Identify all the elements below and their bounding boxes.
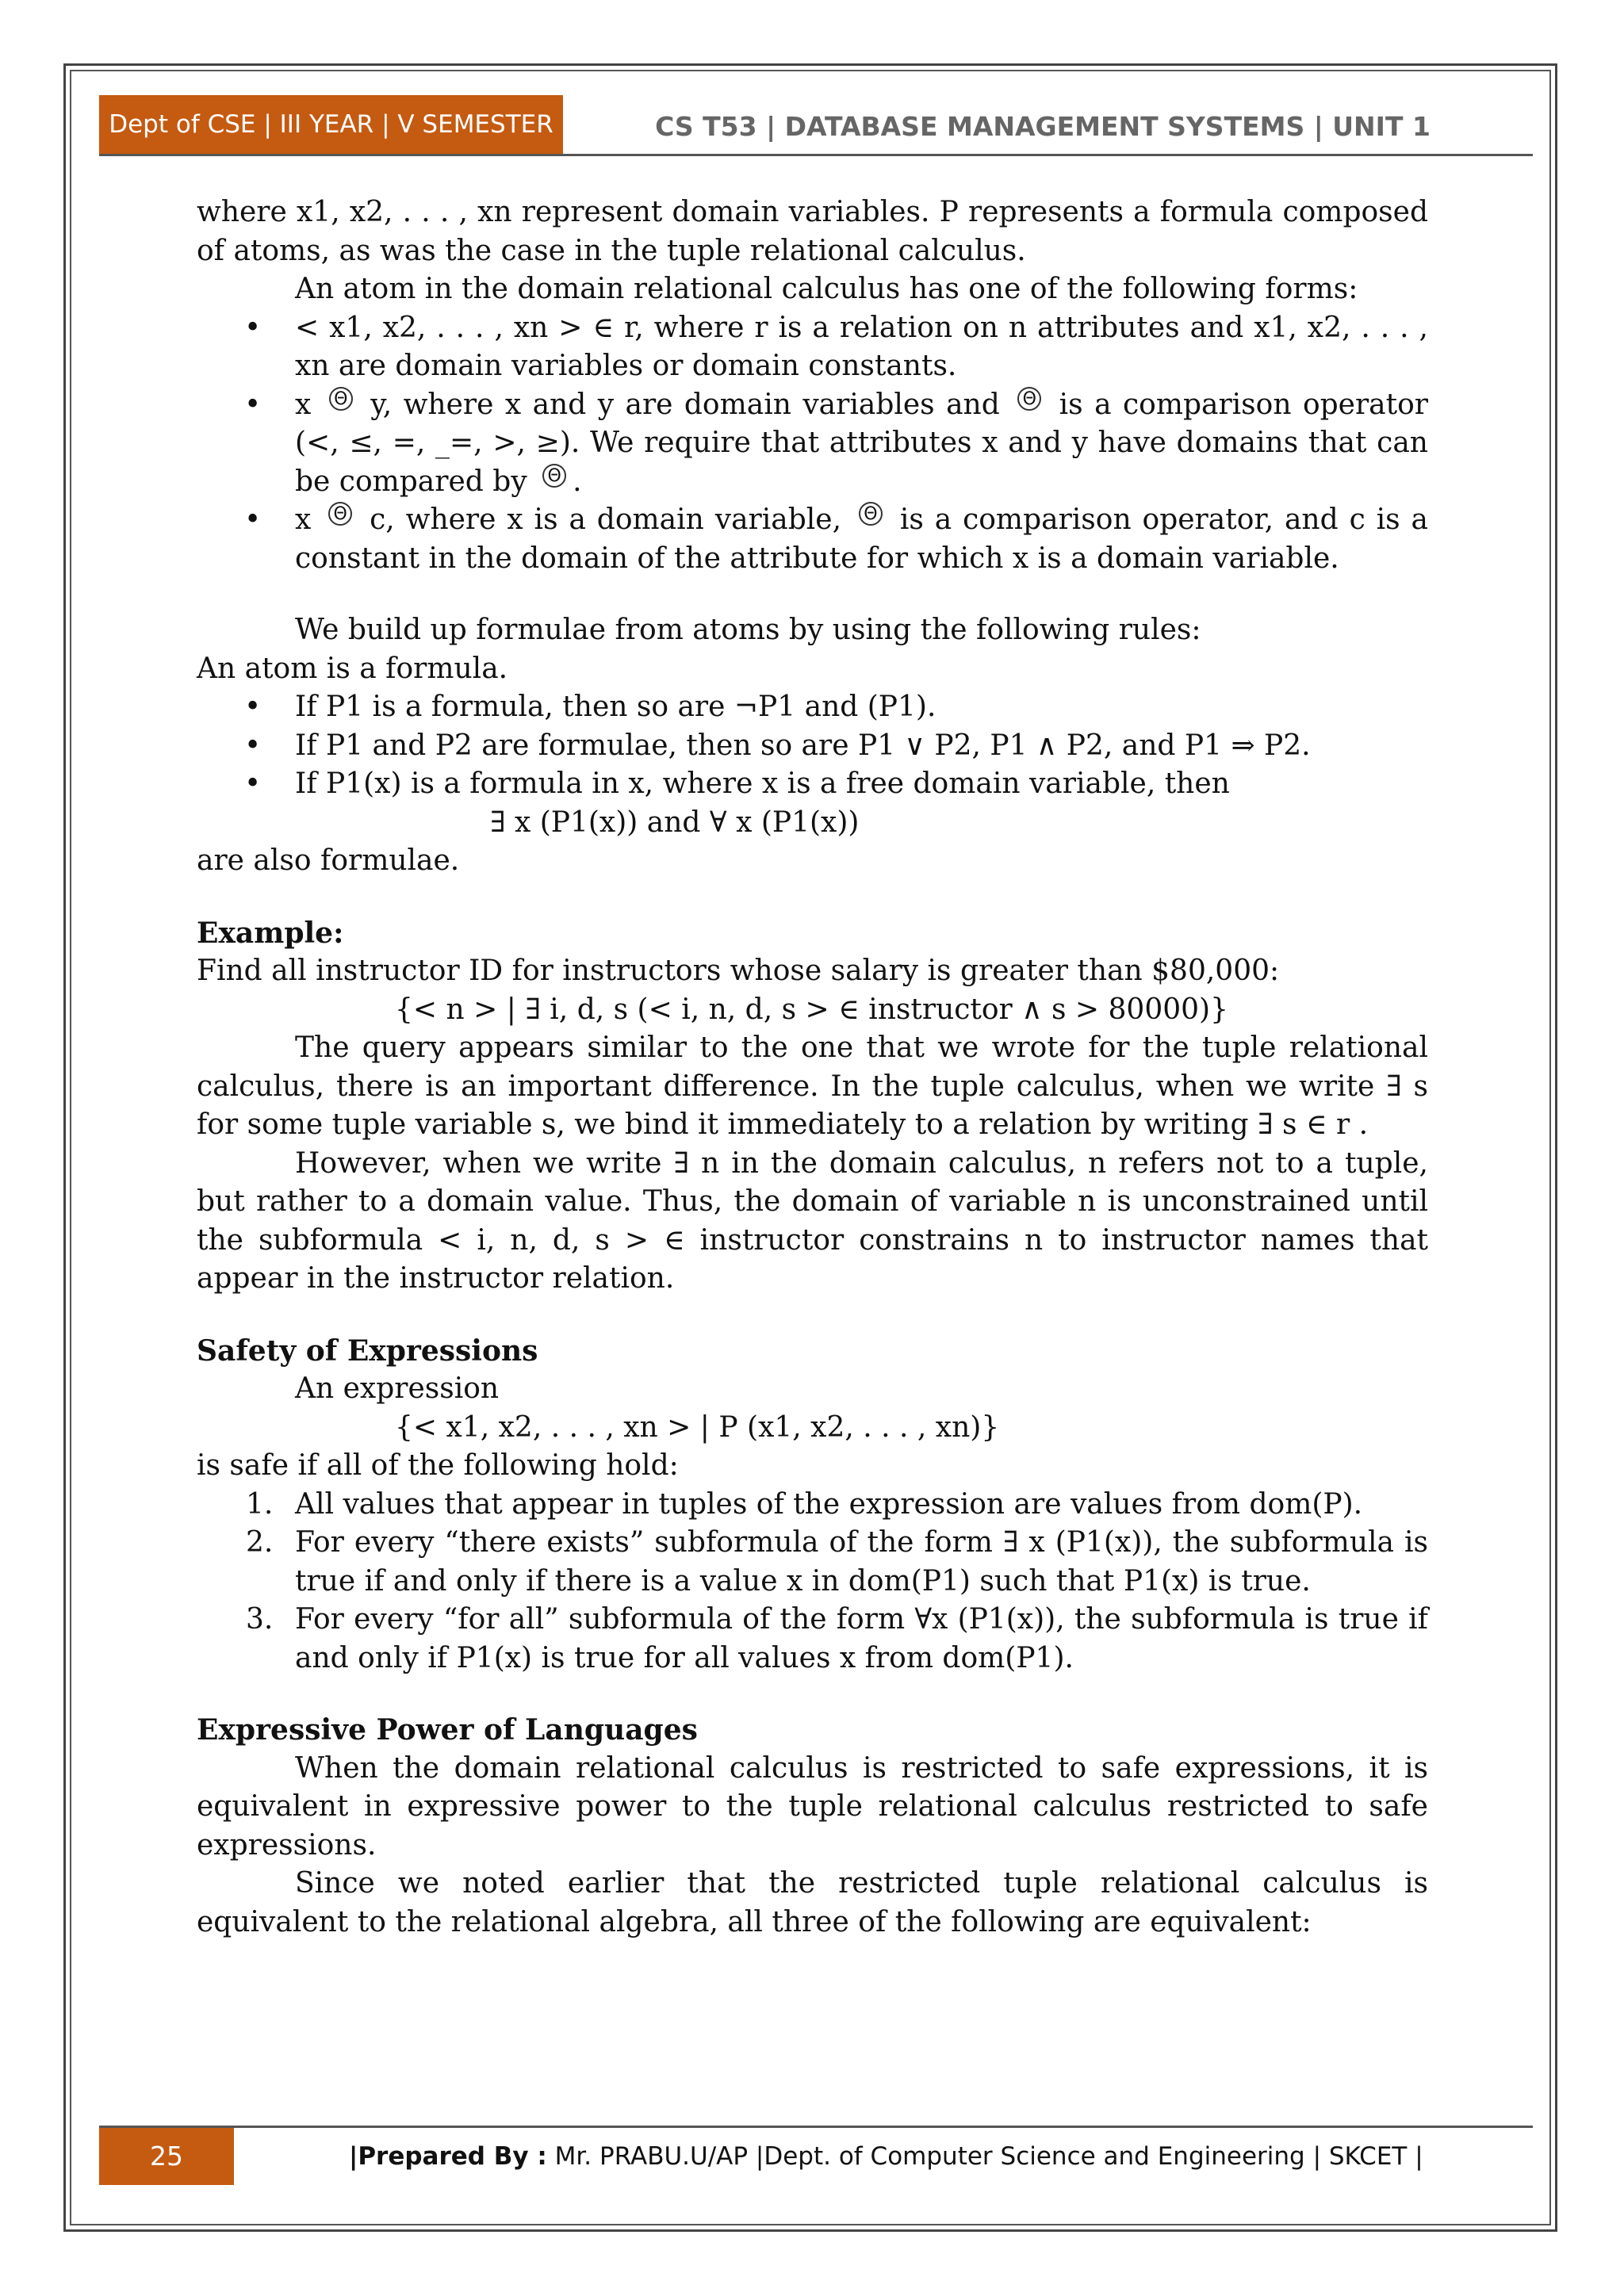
safety-condition-3: For every “for all” subformula of the form ∀x (P1(x)), the subformula is true if and only if P1(x) is true for all values x from dom(P1).	[295, 1603, 1428, 1674]
list-number: 1.	[246, 1487, 274, 1521]
atom-form-2-var: x	[295, 388, 312, 421]
paragraph-since: Since we noted earlier that the restricted tuple relational calculus is equivalent to the relational algebra, all three of the following are equivalent:	[197, 1867, 1428, 1938]
theta-icon: Θ	[329, 387, 353, 411]
list-item	[197, 765, 1428, 804]
example-query: {< n > | ∃ i, d, s (< i, n, d, s > ∈ instructor ∧ s > 80000)}	[395, 993, 1228, 1026]
page-number: 25	[99, 2128, 234, 2185]
rule-1: If P1 is a formula, then so are ¬P1 and (P1).	[295, 691, 936, 723]
header-course-title: CS T53 | DATABASE MANAGEMENT SYSTEMS | UNIT 1	[655, 111, 1431, 142]
rule-3: If P1(x) is a formula in x, where x is a free domain variable, then	[295, 767, 1230, 800]
header-dept-tag: Dept of CSE | III YEAR | V SEMESTER	[99, 95, 563, 154]
list-item	[197, 501, 1428, 578]
paragraph-an-expression: An expression	[295, 1372, 500, 1405]
paragraph-however: However, when we write ∃ n in the domain calculus, n refers not to a tuple, but rather to a domain value. Thus, the domain of variable n is unconstrained until the subformula < i, n, d, s > ∈ instructor constrains n to instructor names that appear in the instructor relation.	[197, 1146, 1428, 1295]
atom-form-2-end: .	[573, 465, 582, 498]
list-item	[197, 386, 1428, 502]
paragraph-also-formulae: are also formulae.	[197, 844, 460, 877]
theta-icon: Θ	[1017, 387, 1041, 411]
paragraph-restricted: When the domain relational calculus is restricted to safe expressions, it is equivalent in expressive power to the tuple relational calculus restricted to safe expressions.	[197, 1751, 1428, 1862]
list-item	[197, 1601, 1428, 1678]
prepared-by-label: |Prepared By :	[349, 2142, 547, 2171]
list-item	[197, 1524, 1428, 1601]
heading-safety: Safety of Expressions	[197, 1334, 538, 1368]
footer-prepared-by	[349, 2128, 1459, 2185]
atom-form-3-part-b: c, where x is a domain variable,	[370, 503, 842, 536]
theta-icon: Θ	[542, 464, 566, 488]
rule-3-formula: ∃ x (P1(x)) and ∀ x (P1(x))	[490, 806, 860, 839]
prepared-by-details: Mr. PRABU.U/AP |Dept. of Computer Science and Engineering | SKCET |	[554, 2142, 1423, 2171]
paragraph-atom-forms: An atom in the domain relational calculus has one of the following forms:	[295, 273, 1358, 305]
list-number: 2.	[246, 1526, 274, 1559]
bullet-icon: •	[244, 691, 262, 723]
atom-form-2-part-b: y, where x and y are domain variables and	[370, 388, 1000, 421]
paragraph-build-rules: We build up formulae from atoms by using the following rules:	[295, 614, 1201, 646]
safety-expression: {< x1, x2, . . . , xn > | P (x1, x2, . . . , xn)}	[395, 1410, 1000, 1444]
paragraph-atom-is-formula: An atom is a formula.	[197, 652, 508, 685]
paragraph-is-safe: is safe if all of the following hold:	[197, 1449, 679, 1482]
list-item	[197, 309, 1428, 386]
bullet-icon: •	[244, 767, 262, 800]
atom-form-2-part-c: is a comparison operator (<, ≤, =, _=, >, ≥). We require that attributes x and y have domains that can be compared by	[295, 388, 1428, 498]
atom-form-3-var: x	[295, 503, 312, 536]
page-content	[197, 193, 1428, 1942]
header-rule	[99, 154, 1533, 156]
atom-form-1: < x1, x2, . . . , xn > ∈ r, where r is a relation on n attributes and x1, x2, . . . , xn are domain variables or domain constants.	[295, 311, 1428, 382]
bullet-icon: •	[244, 388, 262, 421]
paragraph-query-similar: The query appears similar to the one that we wrote for the tuple relational calculus, there is an important difference. In the tuple calculus, when we write ∃ s for some tuple variable s, we bind it immediately to a relation by writing ∃ s ∈ r .	[197, 1031, 1428, 1141]
bullet-icon: •	[244, 729, 262, 762]
safety-condition-2: For every “there exists” subformula of the form ∃ x (P1(x)), the subformula is true if and only if there is a value x in dom(P1) such that P1(x) is true.	[295, 1526, 1428, 1598]
heading-expressive-power: Expressive Power of Languages	[197, 1713, 698, 1747]
bullet-icon: •	[244, 311, 262, 344]
paragraph-find-instructor: Find all instructor ID for instructors whose salary is greater than $80,000:	[197, 955, 1280, 987]
list-item	[197, 688, 1428, 727]
paragraph-intro: where x1, x2, . . . , xn represent domain variables. P represents a formula composed of atoms, as was the case in the tuple relational calculus.	[197, 196, 1428, 267]
atom-form-3-part-c: is a comparison operator, and c is a constant in the domain of the attribute for which x is a domain variable.	[295, 503, 1428, 575]
list-number: 3.	[246, 1603, 274, 1636]
list-item	[197, 1486, 1428, 1525]
heading-example: Example:	[197, 916, 344, 950]
bullet-icon: •	[244, 503, 262, 536]
theta-icon: Θ	[328, 502, 352, 526]
safety-condition-1: All values that appear in tuples of the expression are values from dom(P).	[295, 1487, 1363, 1521]
list-item	[197, 727, 1428, 766]
theta-icon: Θ	[859, 502, 883, 526]
rule-2: If P1 and P2 are formulae, then so are P1 ∨ P2, P1 ∧ P2, and P1 ⇒ P2.	[295, 729, 1311, 762]
